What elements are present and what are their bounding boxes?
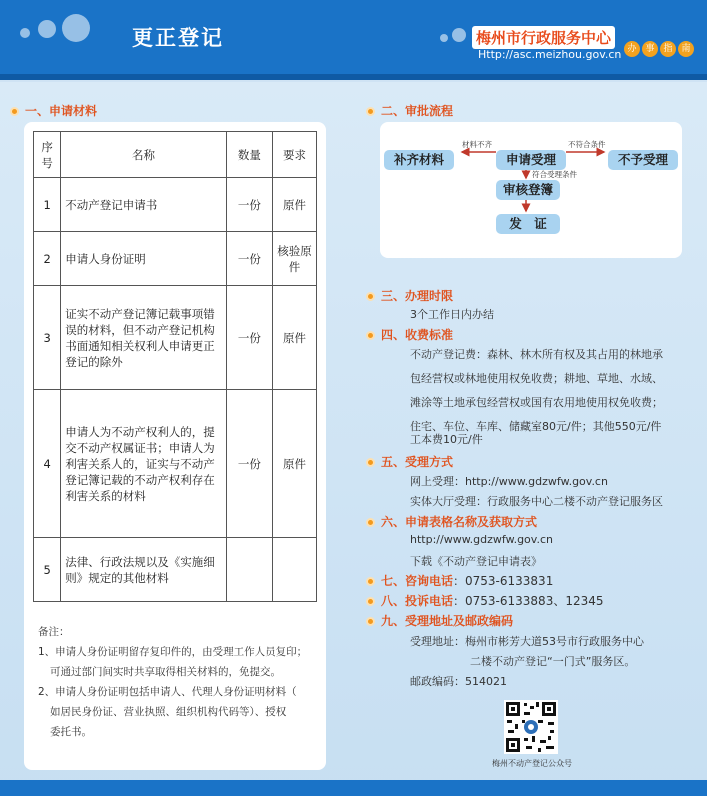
table-row	[34, 538, 317, 602]
fee-line: 工本费10元/件	[410, 433, 483, 446]
center-name: 梅州市行政服务中心	[472, 26, 615, 49]
section-complaint: 八、投诉电话：0753-6133883、12345	[366, 592, 604, 609]
cell-name: 不动产登记申请书	[61, 178, 227, 232]
note-line: 委托书。	[50, 726, 92, 738]
cell-qty: 一份	[226, 390, 272, 538]
guide-badges	[624, 36, 696, 57]
page-title: 更正登记	[132, 26, 224, 50]
cell-no: 5	[34, 538, 61, 602]
bullet-icon	[366, 107, 375, 116]
col-header-name: 名称	[61, 132, 227, 178]
section-flow-title: 二、审批流程	[366, 102, 453, 119]
bullet-icon	[366, 597, 375, 606]
cell-qty: 一份	[226, 232, 272, 286]
cell-req	[272, 538, 316, 602]
note-line: 可通过部门间实时共享取得相关材料的，免提交。	[50, 666, 281, 678]
cell-no: 1	[34, 178, 61, 232]
bullet-icon	[10, 107, 19, 116]
label-not-meet: 不符合条件	[568, 140, 606, 149]
header-stripe	[0, 74, 707, 80]
note-line: 2、申请人身份证明包括申请人、代理人身份证明材料（	[38, 686, 297, 698]
table-header-row	[34, 132, 317, 178]
section-time-title: 三、办理时限	[366, 287, 453, 304]
table-row	[34, 286, 317, 390]
method-online[interactable]: 网上受理：http://www.gdzwfw.gov.cn	[410, 475, 608, 488]
label-incomplete: 材料不齐	[462, 140, 492, 149]
bullet-icon	[366, 331, 375, 340]
col-header-no: 序号	[34, 132, 61, 178]
notes	[38, 622, 320, 742]
note-line: 如居民身份证、营业执照、组织机构代码等）、授权	[50, 706, 287, 718]
qr-code-icon[interactable]	[504, 700, 558, 754]
badge: 办	[624, 41, 640, 57]
flow-box-supplement: 补齐材料	[384, 150, 454, 170]
cell-req: 原件	[272, 178, 316, 232]
fee-line: 不动产登记费：森林、林木所有权及其占用的林地承	[410, 348, 663, 361]
cell-name: 法律、行政法规以及《实施细则》规定的其他材料	[61, 538, 227, 602]
bullet-icon	[366, 577, 375, 586]
bullet-icon	[366, 518, 375, 527]
postcode: 邮政编码：514021	[410, 675, 507, 688]
fee-line: 滩涂等土地承包经营权或国有农用地使用权免收费；	[410, 396, 663, 409]
cell-req: 原件	[272, 286, 316, 390]
section-materials-title: 一、申请材料	[10, 102, 97, 119]
bullet-icon	[366, 617, 375, 626]
cell-name: 申请人为不动产权利人的，提交不动产权属证书；申请人为利害关系人的，证实与不动产登记簿记载的不动产权利存在利害关系的材料	[61, 390, 227, 538]
section-address-title: 九、受理地址及邮政编码	[366, 612, 513, 629]
fee-line: 住宅、车位、车库、储藏室80元/件；其他550元/件	[410, 420, 662, 433]
materials-panel	[24, 122, 326, 770]
center-url[interactable]: Http://asc.meizhou.gov.cn	[478, 48, 622, 61]
address-line-1: 受理地址：梅州市彬芳大道53号市行政服务中心	[410, 635, 644, 648]
fee-line: 包经营权或林地使用权免收费；耕地、草地、水域、	[410, 372, 663, 385]
notes-title: 备注：	[38, 626, 70, 638]
flow-box-reject: 不予受理	[608, 150, 678, 170]
footer-band	[0, 780, 707, 796]
cell-qty: 一份	[226, 286, 272, 390]
complaint-phone: ：0753-6133883、12345	[453, 594, 604, 608]
table-row	[34, 390, 317, 538]
col-header-qty: 数量	[226, 132, 272, 178]
flow-diagram	[380, 122, 682, 258]
badge: 南	[678, 41, 694, 57]
cell-qty: 一份	[226, 178, 272, 232]
consult-phone: ：0753-6133831	[453, 574, 554, 588]
table-row	[34, 178, 317, 232]
section-methods-title: 五、受理方式	[366, 453, 453, 470]
note-line: 1、申请人身份证明留存复印件的，由受理工作人员复印；	[38, 646, 308, 658]
bullet-icon	[366, 458, 375, 467]
cell-no: 4	[34, 390, 61, 538]
forms-download: 下载《不动产登记申请表》	[410, 555, 542, 568]
cell-name: 申请人身份证明	[61, 232, 227, 286]
cell-qty	[226, 538, 272, 602]
section-forms-title: 六、申请表格名称及获取方式	[366, 513, 537, 530]
time-limit-text: 3个工作日内办结	[410, 308, 494, 321]
cell-no: 3	[34, 286, 61, 390]
cell-req: 原件	[272, 390, 316, 538]
qr-caption: 梅州不动产登记公众号	[492, 759, 572, 768]
cell-name: 证实不动产登记簿记载事项错误的材料，但不动产登记机构书面通知相关权利人申请更正登记的除外	[61, 286, 227, 390]
cell-no: 2	[34, 232, 61, 286]
header-banner	[0, 0, 707, 80]
flow-box-accept: 申请受理	[496, 150, 566, 170]
cell-req: 核验原件	[272, 232, 316, 286]
flow-box-issue: 发 证	[496, 214, 560, 234]
materials-table	[33, 131, 317, 602]
bullet-icon	[366, 292, 375, 301]
table-row	[34, 232, 317, 286]
address-line-2: 二楼不动产登记“一门式”服务区。	[470, 655, 636, 668]
section-consult: 七、咨询电话：0753-6133831	[366, 572, 553, 589]
badge: 指	[660, 41, 676, 57]
flow-box-review: 审核登簿	[496, 180, 560, 200]
col-header-req: 要求	[272, 132, 316, 178]
forms-url[interactable]: http://www.gdzwfw.gov.cn	[410, 533, 553, 546]
section-fees-title: 四、收费标准	[366, 326, 453, 343]
label-meet: 符合受理条件	[532, 170, 577, 179]
method-hall: 实体大厅受理：行政服务中心二楼不动产登记服务区	[410, 495, 663, 508]
badge: 事	[642, 41, 658, 57]
